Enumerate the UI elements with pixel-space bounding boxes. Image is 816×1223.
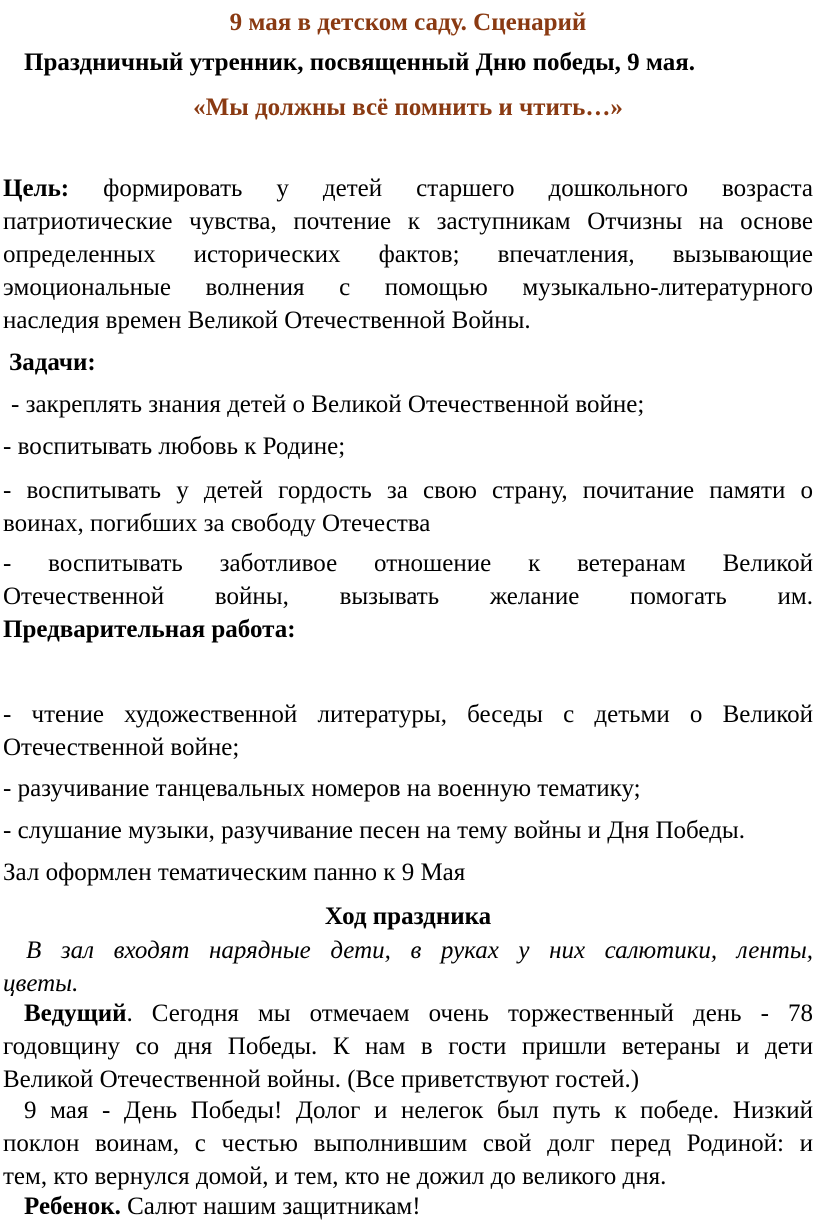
stage-direction: В зал входят нарядные дети, в руках у них салютики, ленты, цветы. [3, 937, 813, 997]
goal-line-2: патриотические чувства, почтение к заступникам Отчизны на основе [3, 208, 813, 235]
hall-decoration-note: Зал оформлен тематическим панно к 9 Мая [3, 859, 466, 886]
course-heading: Ход праздника [324, 903, 492, 930]
goal-text-1: формировать у детей старшего дошкольного возраста [103, 175, 813, 202]
goal-section [3, 172, 813, 337]
victory-day-paragraph: 9 мая - День Победы! Долог и нелегок был путь к победе. Низкий поклон воинам, с честью выполнившим свой долг перед Родиной: и тем, кто вернулся домой, и тем, кто не дожил до великого дня. [3, 1097, 813, 1190]
child-line [3, 1190, 813, 1223]
task-item-3: - воспитывать у детей гордость за свою страну, почитание памяти о воинах, погибших за свободу Отечества [3, 477, 813, 537]
prep-label: Предварительная работа: [3, 616, 296, 643]
child-text: Салют нашим защитникам! [120, 1193, 421, 1220]
document-subtitle: Праздничный утренник, посвященный Дню победы, 9 мая. [24, 49, 696, 76]
prep-item-2: - разучивание танцевальных номеров на военную тематику; [3, 775, 641, 802]
task-item-1: - закреплять знания детей о Великой Отечественной войне; [11, 391, 645, 418]
goal-label: Цель: [3, 175, 70, 202]
goal-line-5: наследия времен Великой Отечественной Войны. [3, 307, 531, 334]
goal-line-1 [3, 172, 813, 205]
prep-item-1: - чтение художественной литературы, беседы с детьми о Великой Отечественной войне; [3, 701, 813, 761]
task-item-4: - воспитывать заботливое отношение к ветеранам Великой Отечественной войны, вызывать желание помогать им. Предварительная работа: [3, 547, 813, 646]
document-epigraph: «Мы должны всё помнить и чтить…» [193, 94, 623, 121]
prep-item-3: - слушание музыки, разучивание песен на тему войны и Дня Победы. [3, 817, 745, 844]
host-speech: Ведущий. Сегодня мы отмечаем очень торжественный день - 78 годовщину со дня Победы. К нам в гости пришли ветераны и дети Великой Отечественной войны. (Все приветствуют гостей.) [3, 1000, 813, 1093]
goal-line-3: определенных исторических фактов; впечатления, вызывающие [3, 241, 813, 268]
host-label: Ведущий [24, 1000, 127, 1027]
document-title: 9 мая в детском саду. Сценарий [229, 9, 587, 36]
tasks-label: Задачи: [9, 349, 96, 376]
task-item-2: - воспитывать любовь к Родине; [3, 433, 346, 460]
goal-line-4: эмоциональные волнения с помощью музыкально-литературного [3, 274, 813, 301]
host-text-1: . Сегодня мы отмечаем очень торжественный день - 78 [126, 1000, 813, 1027]
child-label: Ребенок. [24, 1193, 121, 1220]
